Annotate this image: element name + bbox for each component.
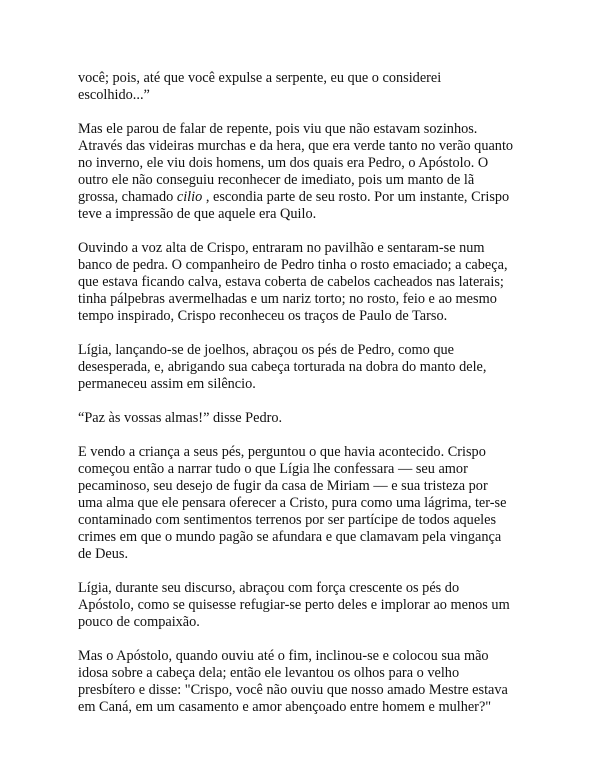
text-line: uma alma que ele pensara oferecer a Cristo, pura como uma lágrima, ter-se [78, 495, 507, 511]
text-line: teve a impressão de que aquele era Quilo. [78, 206, 317, 222]
text-line: “Paz às vossas almas!” disse Pedro. [78, 410, 283, 426]
text-line: outro ele não conseguiu reconhecer de imediato, pois um manto de lã [78, 172, 475, 188]
text-line: Mas o Apóstolo, quando ouviu até o fim, inclinou-se e colocou sua mão [78, 648, 489, 664]
text-line: pecaminoso, seu desejo de fugir da casa de Miriam — e sua tristeza por [78, 478, 488, 494]
text-line: Apóstolo, como se quisesse refugiar-se perto deles e implorar ao menos um [78, 597, 510, 613]
paragraph-2 [78, 121, 538, 223]
text-line: Lígia, durante seu discurso, abraçou com força crescente os pés do [78, 580, 460, 596]
text-line: no inverno, ele viu dois homens, um dos quais era Pedro, o Apóstolo. O [78, 155, 489, 171]
paragraph-8 [78, 648, 538, 716]
paragraph-4 [78, 342, 538, 393]
text-line: tempo inspirado, Crispo reconheceu os traços de Paulo de Tarso. [78, 308, 448, 324]
paragraph-7 [78, 580, 538, 631]
text-line: em Caná, em um casamento e amor abençoado entre homem e mulher?" [78, 699, 492, 715]
text-line: desesperada, e, abrigando sua cabeça torturada na dobra do manto dele, [78, 359, 487, 375]
paragraph-3 [78, 240, 538, 325]
text-line: você; pois, até que você expulse a serpente, eu que o considerei [78, 70, 442, 86]
text-line: Ouvindo a voz alta de Crispo, entraram no pavilhão e sentaram-se num [78, 240, 485, 256]
text-fragment: , escondia parte de seu rosto. Por um instante, Crispo [202, 189, 510, 205]
text-line: escolhido...” [78, 87, 150, 103]
text-fragment: grossa, chamado [78, 189, 177, 205]
text-line: presbítero e disse: "Crispo, você não ouviu que nosso amado Mestre estava [78, 682, 508, 698]
text-line: banco de pedra. O companheiro de Pedro tinha o rosto emaciado; a cabeça, [78, 257, 508, 273]
text-line: idosa sobre a cabeça dela; então ele levantou os olhos para o velho [78, 665, 460, 681]
paragraph-5 [78, 410, 538, 427]
text-line: crimes em que o mundo pagão se afundara e que clamavam pela vingança [78, 529, 502, 545]
text-line: Mas ele parou de falar de repente, pois viu que não estavam sozinhos. [78, 121, 478, 137]
text-line: E vendo a criança a seus pés, perguntou o que havia acontecido. Crispo [78, 444, 486, 460]
text-line: Através das videiras murchas e da hera, que era verde tanto no verão quanto [78, 138, 514, 154]
text-line: começou então a narrar tudo o que Lígia lhe confessara — seu amor [78, 461, 468, 477]
text-line: tinha pálpebras avermelhadas e um nariz torto; no rosto, feio e ao mesmo [78, 291, 497, 307]
text-line: de Deus. [78, 546, 129, 562]
document-page [78, 70, 538, 733]
paragraph-1 [78, 70, 538, 104]
text-line: Lígia, lançando-se de joelhos, abraçou os pés de Pedro, como que [78, 342, 454, 358]
text-line: que estava ficando calva, estava coberta de cabelos cacheados nas laterais; [78, 274, 504, 290]
text-line [78, 189, 538, 206]
text-line: pouco de compaixão. [78, 614, 200, 630]
paragraph-6 [78, 444, 538, 563]
text-line: permaneceu assim em silêncio. [78, 376, 256, 392]
italic-term: cilio [176, 189, 203, 205]
text-line: contaminado com sentimentos terrenos por ser partícipe de todos aqueles [78, 512, 497, 528]
